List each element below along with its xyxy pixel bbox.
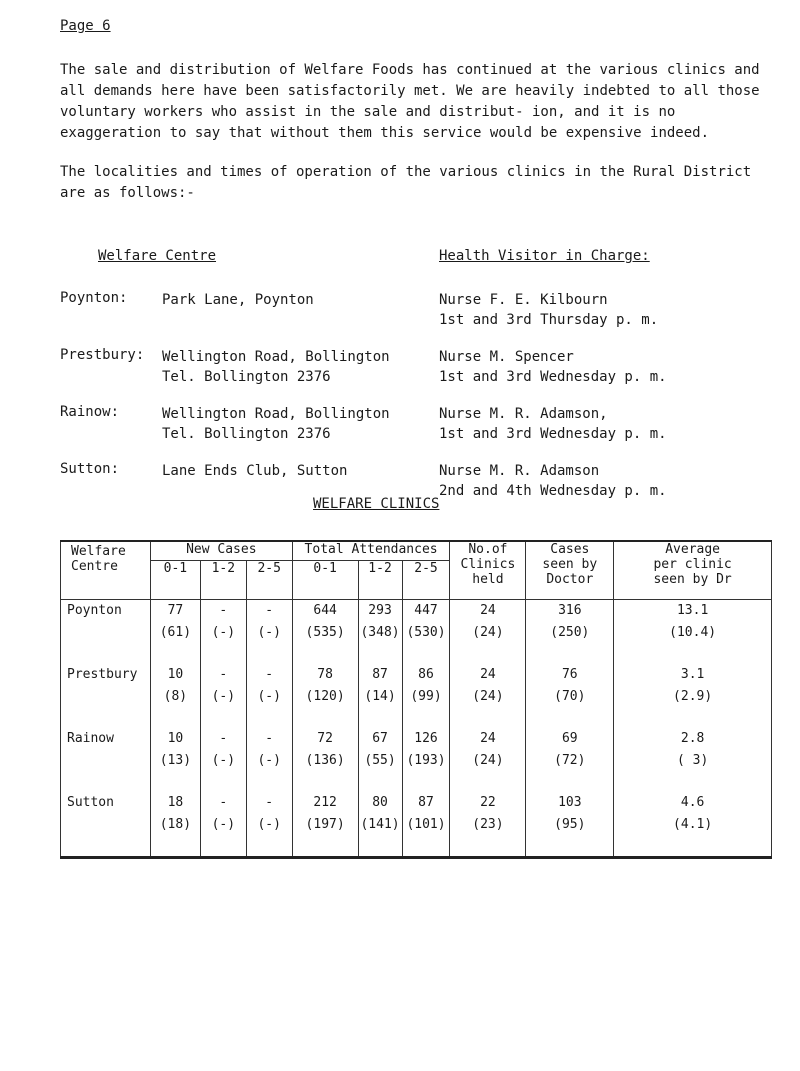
new-cases-cell: - (-) (200, 600, 246, 665)
cases-seen-cell: 316 (250) (526, 600, 614, 665)
centre-name: Rainow: (60, 404, 120, 420)
header-age-group: 2-5 (246, 561, 292, 600)
header-age-group: 1-2 (358, 561, 402, 600)
clinics-held-cell: 24 (24) (450, 664, 526, 728)
header-age-group: 1-2 (200, 561, 246, 600)
clinics-held-cell: 22 (23) (450, 792, 526, 858)
attendance-cell: 80 (141) (358, 792, 402, 858)
page-label: Page 6 (60, 18, 111, 34)
centre-name: Sutton: (60, 461, 120, 477)
attendance-cell: 126 (193) (402, 728, 450, 792)
clinics-held-cell: 24 (24) (450, 728, 526, 792)
row-centre: Sutton (61, 792, 151, 858)
new-cases-cell: - (-) (246, 664, 292, 728)
new-cases-cell: - (-) (200, 728, 246, 792)
centre-nurse: Nurse M. Spencer 1st and 3rd Wednesday p. m. (439, 349, 667, 385)
row-centre: Rainow (61, 728, 151, 792)
centre-nurse: Nurse M. R. Adamson 2nd and 4th Wednesday p. m. (439, 463, 667, 499)
intro-paragraph: The sale and distribution of Welfare Foods has continued at the various clinics and all demands here have been satisfactorily met. We are heavily indebted to all those voluntary workers who assist in the sale and distribut- ion, and it is no exaggeration to say that without them this service would be expensive indeed. (60, 62, 760, 141)
header-age-group: 2-5 (402, 561, 450, 600)
row-centre: Prestbury (61, 664, 151, 728)
average-cell: 3.1 (2.9) (614, 664, 772, 728)
row-centre: Poynton (61, 600, 151, 665)
average-cell: 13.1 (10.4) (614, 600, 772, 665)
health-visitor-heading: Health Visitor in Charge: (439, 248, 650, 264)
centre-nurse: Nurse F. E. Kilbourn 1st and 3rd Thursday p. m. (439, 292, 659, 328)
header-total-attendances: Total Attendances (292, 541, 450, 561)
new-cases-cell: - (-) (200, 792, 246, 858)
new-cases-cell: - (-) (246, 792, 292, 858)
attendance-cell: 447 (530) (402, 600, 450, 665)
attendance-cell: 87 (14) (358, 664, 402, 728)
attendance-cell: 86 (99) (402, 664, 450, 728)
header-new-cases: New Cases (150, 541, 292, 561)
header-average: Average per clinic seen by Dr (614, 541, 772, 599)
attendance-cell: 212 (197) (292, 792, 358, 858)
new-cases-cell: - (-) (200, 664, 246, 728)
centre-address: Lane Ends Club, Sutton (162, 463, 348, 479)
centre-nurse: Nurse M. R. Adamson, 1st and 3rd Wednesday p. m. (439, 406, 667, 442)
new-cases-cell: 18 (18) (150, 792, 200, 858)
cases-seen-cell: 76 (70) (526, 664, 614, 728)
centre-address: Park Lane, Poynton (162, 292, 314, 308)
attendance-cell: 87 (101) (402, 792, 450, 858)
new-cases-cell: 10 (8) (150, 664, 200, 728)
attendance-cell: 67 (55) (358, 728, 402, 792)
header-cases-seen: Cases seen by Doctor (526, 541, 614, 599)
header-age-group: 0-1 (292, 561, 358, 600)
average-cell: 4.6 (4.1) (614, 792, 772, 858)
header-welfare-centre: Welfare Centre (61, 541, 151, 599)
centre-address: Wellington Road, Bollington Tel. Bollington 2376 (162, 349, 390, 385)
cases-seen-cell: 69 (72) (526, 728, 614, 792)
centre-address: Wellington Road, Bollington Tel. Bollington 2376 (162, 406, 390, 442)
new-cases-cell: 77 (61) (150, 600, 200, 665)
cases-seen-cell: 103 (95) (526, 792, 614, 858)
table-row (61, 728, 772, 792)
table-row (61, 792, 772, 858)
table-row (61, 600, 772, 665)
table-row (61, 664, 772, 728)
new-cases-cell: - (-) (246, 728, 292, 792)
welfare-centre-heading: Welfare Centre (98, 248, 217, 264)
attendance-cell: 72 (136) (292, 728, 358, 792)
welfare-clinics-table (60, 540, 772, 859)
new-cases-cell: - (-) (246, 600, 292, 665)
new-cases-cell: 10 (13) (150, 728, 200, 792)
header-age-group: 0-1 (150, 561, 200, 600)
section-title: WELFARE CLINICS (313, 496, 440, 512)
average-cell: 2.8 ( 3) (614, 728, 772, 792)
centre-name: Prestbury: (60, 347, 145, 363)
localities-paragraph: The localities and times of operation of the various clinics in the Rural District are as follows:- (60, 164, 752, 201)
centre-name: Poynton: (60, 290, 128, 306)
attendance-cell: 644 (535) (292, 600, 358, 665)
clinics-held-cell: 24 (24) (450, 600, 526, 665)
header-clinics-held: No.of Clinics held (450, 541, 526, 599)
attendance-cell: 293 (348) (358, 600, 402, 665)
attendance-cell: 78 (120) (292, 664, 358, 728)
